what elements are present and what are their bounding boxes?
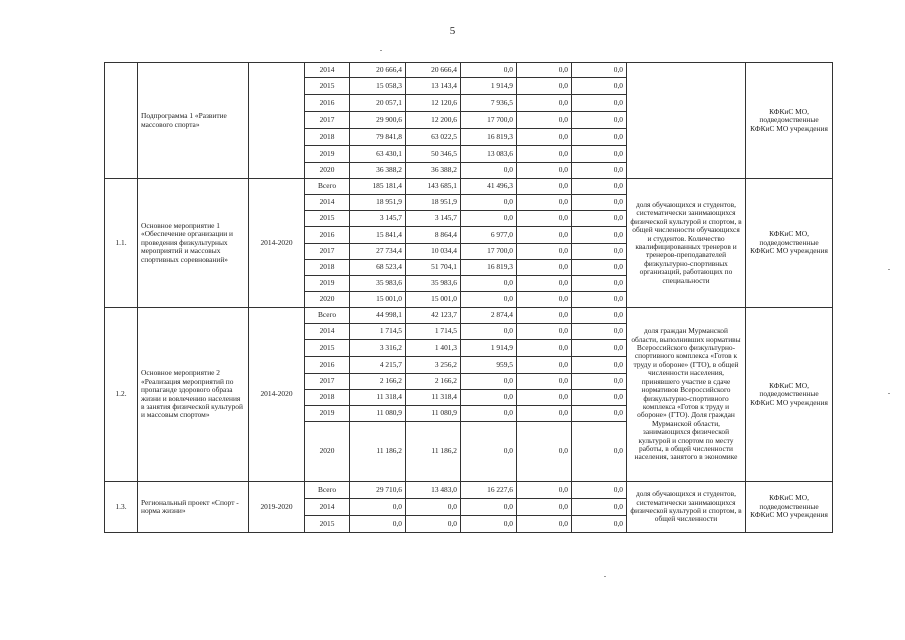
extrabudget-cell: 0,0: [572, 95, 627, 112]
federal-budget-cell: 0,0: [461, 195, 517, 211]
item-number-cell: 1.1.: [105, 179, 138, 308]
total-funding-cell: 11 318,4: [350, 390, 406, 406]
federal-budget-cell: 1 914,9: [461, 340, 517, 357]
item-number-cell: 1.3.: [105, 482, 138, 533]
local-budget-cell: 0,0: [517, 179, 572, 195]
regional-budget-cell: 15 001,0: [406, 292, 461, 308]
year-cell: 2020: [305, 422, 350, 482]
local-budget-cell: 0,0: [517, 357, 572, 374]
regional-budget-cell: 0,0: [406, 516, 461, 533]
regional-budget-cell: 13 483,0: [406, 482, 461, 499]
regional-budget-cell: 11 318,4: [406, 390, 461, 406]
local-budget-cell: 0,0: [517, 227, 572, 244]
measure-name-cell: Подпрограмма 1 «Развитие массового спорта»: [138, 63, 249, 179]
extrabudget-cell: 0,0: [572, 374, 627, 390]
item-number-cell: [105, 63, 138, 179]
extrabudget-cell: 0,0: [572, 260, 627, 276]
indicator-cell: доля обучающихся и студентов, систематически занимающихся физической культурой и спортом, в общей численности: [627, 482, 746, 533]
extrabudget-cell: 0,0: [572, 129, 627, 146]
year-cell: 2018: [305, 129, 350, 146]
extrabudget-cell: 0,0: [572, 340, 627, 357]
regional-budget-cell: 50 346,5: [406, 146, 461, 163]
extrabudget-cell: 0,0: [572, 195, 627, 211]
table-row: [105, 308, 833, 324]
extrabudget-cell: 0,0: [572, 422, 627, 482]
local-budget-cell: 0,0: [517, 499, 572, 516]
regional-budget-cell: 143 685,1: [406, 179, 461, 195]
federal-budget-cell: 0,0: [461, 324, 517, 340]
regional-budget-cell: 2 166,2: [406, 374, 461, 390]
year-cell: 2016: [305, 227, 350, 244]
federal-budget-cell: 16 227,6: [461, 482, 517, 499]
table-body: [105, 63, 833, 533]
federal-budget-cell: 959,5: [461, 357, 517, 374]
federal-budget-cell: 0,0: [461, 276, 517, 292]
federal-budget-cell: 16 819,3: [461, 260, 517, 276]
total-funding-cell: 20 057,1: [350, 95, 406, 112]
extrabudget-cell: 0,0: [572, 406, 627, 422]
regional-budget-cell: 18 951,9: [406, 195, 461, 211]
total-funding-cell: 11 080,9: [350, 406, 406, 422]
period-cell: 2019-2020: [249, 482, 305, 533]
federal-budget-cell: 0,0: [461, 422, 517, 482]
year-cell: 2017: [305, 112, 350, 129]
local-budget-cell: 0,0: [517, 422, 572, 482]
federal-budget-cell: 0,0: [461, 390, 517, 406]
scan-speck: [604, 576, 606, 577]
regional-budget-cell: 20 666,4: [406, 63, 461, 78]
regional-budget-cell: 36 388,2: [406, 163, 461, 179]
regional-budget-cell: 63 022,5: [406, 129, 461, 146]
year-cell: 2018: [305, 390, 350, 406]
local-budget-cell: 0,0: [517, 390, 572, 406]
year-cell: 2015: [305, 78, 350, 95]
federal-budget-cell: 0,0: [461, 163, 517, 179]
year-cell: 2018: [305, 260, 350, 276]
local-budget-cell: 0,0: [517, 129, 572, 146]
local-budget-cell: 0,0: [517, 244, 572, 260]
regional-budget-cell: 1 401,3: [406, 340, 461, 357]
year-cell: 2020: [305, 163, 350, 179]
total-funding-cell: 36 388,2: [350, 163, 406, 179]
regional-budget-cell: 51 704,1: [406, 260, 461, 276]
year-cell: 2017: [305, 244, 350, 260]
total-funding-cell: 29 900,6: [350, 112, 406, 129]
total-funding-cell: 15 001,0: [350, 292, 406, 308]
year-cell: Всего: [305, 179, 350, 195]
measure-name-cell: Основное мероприятие 2 «Реализация мероприятий по пропаганде здорового образа жизни и вовлечению населения в занятия физической культурой и массовым спортом»: [138, 308, 249, 482]
local-budget-cell: 0,0: [517, 95, 572, 112]
local-budget-cell: 0,0: [517, 63, 572, 78]
year-cell: 2016: [305, 357, 350, 374]
regional-budget-cell: 11 080,9: [406, 406, 461, 422]
regional-budget-cell: 42 123,7: [406, 308, 461, 324]
extrabudget-cell: 0,0: [572, 308, 627, 324]
local-budget-cell: 0,0: [517, 112, 572, 129]
extrabudget-cell: 0,0: [572, 146, 627, 163]
executor-cell: КФКиС МО, подведомственные КФКиС МО учреждения: [746, 308, 833, 482]
local-budget-cell: 0,0: [517, 163, 572, 179]
local-budget-cell: 0,0: [517, 195, 572, 211]
table-row: [105, 63, 833, 78]
federal-budget-cell: 17 700,0: [461, 112, 517, 129]
local-budget-cell: 0,0: [517, 482, 572, 499]
year-cell: 2019: [305, 276, 350, 292]
local-budget-cell: 0,0: [517, 260, 572, 276]
extrabudget-cell: 0,0: [572, 516, 627, 533]
indicator-cell: доля обучающихся и студентов, систематически занимающихся физической культурой и спортом, в общей численности обучающихся и студентов. Количество квалифицированных тренеров и тренеров-преподавателей физкультурно-спортивных организаций, работающих по специальности: [627, 179, 746, 308]
year-cell: 2015: [305, 211, 350, 227]
regional-budget-cell: 35 983,6: [406, 276, 461, 292]
total-funding-cell: 44 998,1: [350, 308, 406, 324]
federal-budget-cell: 0,0: [461, 499, 517, 516]
local-budget-cell: 0,0: [517, 292, 572, 308]
extrabudget-cell: 0,0: [572, 227, 627, 244]
executor-cell: КФКиС МО, подведомственные КФКиС МО учреждения: [746, 179, 833, 308]
scan-speck: [380, 50, 382, 51]
regional-budget-cell: 13 143,4: [406, 78, 461, 95]
extrabudget-cell: 0,0: [572, 163, 627, 179]
extrabudget-cell: 0,0: [572, 499, 627, 516]
period-cell: 2014-2020: [249, 179, 305, 308]
local-budget-cell: 0,0: [517, 340, 572, 357]
total-funding-cell: 3 145,7: [350, 211, 406, 227]
regional-budget-cell: 0,0: [406, 499, 461, 516]
table-row: [105, 179, 833, 195]
federal-budget-cell: 0,0: [461, 374, 517, 390]
total-funding-cell: 18 951,9: [350, 195, 406, 211]
regional-budget-cell: 1 714,5: [406, 324, 461, 340]
extrabudget-cell: 0,0: [572, 324, 627, 340]
year-cell: 2020: [305, 292, 350, 308]
extrabudget-cell: 0,0: [572, 244, 627, 260]
extrabudget-cell: 0,0: [572, 357, 627, 374]
total-funding-cell: 15 058,3: [350, 78, 406, 95]
indicator-cell: доля граждан Мурманской области, выполнивших нормативы Всероссийского физкультурно-спортивного комплекса «Готов к труду и обороне» (ГТО), в общей численности населения, принявшего участие в сдаче нормативов Всероссийского физкультурно-спортивного комплекса «Готов к труду и обороне» (ГТО). Доля граждан Мурманской области, занимающихся физической культурой и спортом по месту работы, в общей численности населения, занятого в экономике: [627, 308, 746, 482]
extrabudget-cell: 0,0: [572, 211, 627, 227]
federal-budget-cell: 41 496,3: [461, 179, 517, 195]
year-cell: 2019: [305, 146, 350, 163]
total-funding-cell: 0,0: [350, 499, 406, 516]
year-cell: 2017: [305, 374, 350, 390]
year-cell: 2014: [305, 499, 350, 516]
scan-speck: [888, 393, 890, 394]
regional-budget-cell: 12 200,6: [406, 112, 461, 129]
extrabudget-cell: 0,0: [572, 390, 627, 406]
period-cell: 2014-2020: [249, 308, 305, 482]
federal-budget-cell: 13 083,6: [461, 146, 517, 163]
year-cell: 2014: [305, 195, 350, 211]
total-funding-cell: 11 186,2: [350, 422, 406, 482]
year-cell: 2015: [305, 516, 350, 533]
total-funding-cell: 20 666,4: [350, 63, 406, 78]
total-funding-cell: 63 430,1: [350, 146, 406, 163]
measure-name-cell: Основное мероприятие 1 «Обеспечение организации и проведения физкультурных мероприятий и массовых спортивных соревнований»: [138, 179, 249, 308]
item-number-cell: 1.2.: [105, 308, 138, 482]
year-cell: 2015: [305, 340, 350, 357]
federal-budget-cell: 0,0: [461, 211, 517, 227]
year-cell: 2019: [305, 406, 350, 422]
regional-budget-cell: 3 145,7: [406, 211, 461, 227]
total-funding-cell: 35 983,6: [350, 276, 406, 292]
local-budget-cell: 0,0: [517, 374, 572, 390]
total-funding-cell: 79 841,8: [350, 129, 406, 146]
federal-budget-cell: 16 819,3: [461, 129, 517, 146]
federal-budget-cell: 2 874,4: [461, 308, 517, 324]
extrabudget-cell: 0,0: [572, 179, 627, 195]
federal-budget-cell: 0,0: [461, 406, 517, 422]
year-cell: Всего: [305, 482, 350, 499]
local-budget-cell: 0,0: [517, 324, 572, 340]
executor-cell: КФКиС МО, подведомственные КФКиС МО учреждения: [746, 63, 833, 179]
year-cell: 2016: [305, 95, 350, 112]
total-funding-cell: 27 734,4: [350, 244, 406, 260]
federal-budget-cell: 1 914,9: [461, 78, 517, 95]
local-budget-cell: 0,0: [517, 406, 572, 422]
period-cell: [249, 63, 305, 179]
executor-cell: КФКиС МО, подведомственные КФКиС МО учреждения: [746, 482, 833, 533]
federal-budget-cell: 0,0: [461, 63, 517, 78]
local-budget-cell: 0,0: [517, 146, 572, 163]
page-number: 5: [449, 25, 456, 37]
year-cell: 2014: [305, 63, 350, 78]
indicator-cell: [627, 63, 746, 179]
table-row: [105, 482, 833, 499]
extrabudget-cell: 0,0: [572, 292, 627, 308]
extrabudget-cell: 0,0: [572, 63, 627, 78]
year-cell: 2014: [305, 324, 350, 340]
total-funding-cell: 1 714,5: [350, 324, 406, 340]
total-funding-cell: 15 841,4: [350, 227, 406, 244]
program-funding-table: [104, 62, 833, 533]
regional-budget-cell: 3 256,2: [406, 357, 461, 374]
extrabudget-cell: 0,0: [572, 482, 627, 499]
measure-name-cell: Региональный проект «Спорт - норма жизни»: [138, 482, 249, 533]
local-budget-cell: 0,0: [517, 308, 572, 324]
regional-budget-cell: 10 034,4: [406, 244, 461, 260]
federal-budget-cell: 17 700,0: [461, 244, 517, 260]
federal-budget-cell: 6 977,0: [461, 227, 517, 244]
total-funding-cell: 185 181,4: [350, 179, 406, 195]
regional-budget-cell: 12 120,6: [406, 95, 461, 112]
local-budget-cell: 0,0: [517, 211, 572, 227]
extrabudget-cell: 0,0: [572, 112, 627, 129]
total-funding-cell: 0,0: [350, 516, 406, 533]
local-budget-cell: 0,0: [517, 276, 572, 292]
year-cell: Всего: [305, 308, 350, 324]
regional-budget-cell: 11 186,2: [406, 422, 461, 482]
total-funding-cell: 68 523,4: [350, 260, 406, 276]
extrabudget-cell: 0,0: [572, 276, 627, 292]
total-funding-cell: 29 710,6: [350, 482, 406, 499]
scan-speck: [888, 269, 890, 270]
total-funding-cell: 2 166,2: [350, 374, 406, 390]
total-funding-cell: 4 215,7: [350, 357, 406, 374]
federal-budget-cell: 0,0: [461, 516, 517, 533]
federal-budget-cell: 7 936,5: [461, 95, 517, 112]
local-budget-cell: 0,0: [517, 516, 572, 533]
local-budget-cell: 0,0: [517, 78, 572, 95]
regional-budget-cell: 8 864,4: [406, 227, 461, 244]
federal-budget-cell: 0,0: [461, 292, 517, 308]
total-funding-cell: 3 316,2: [350, 340, 406, 357]
extrabudget-cell: 0,0: [572, 78, 627, 95]
